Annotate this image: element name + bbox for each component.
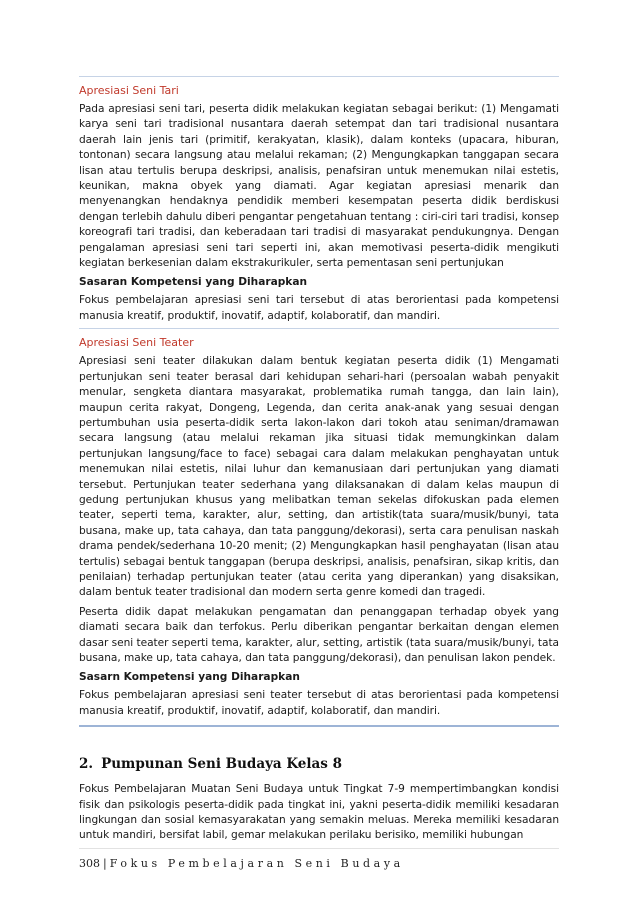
section-teater	[79, 335, 559, 719]
page-footer	[79, 848, 559, 870]
target-heading-teater: Sasarn Kompetensi yang Diharapkan	[79, 671, 300, 684]
page-content	[79, 76, 559, 848]
section-body-tari: Pada apresiasi seni tari, peserta didik melakukan kegiatan sebagai berikut: (1) Mengamati karya seni tari tradisional nusantara daerah setempat dan tari tradisional nusantara daerah lain jenis tari (primitif, kerakyatan, klasik), dalam konteks (upacara, hiburan, tontonan) secara langsung atau melalui rekaman; (2) Mengungkapkan tanggapan secara lisan atau tertulis berupa deskripsi, analisis, penafsiran untuk menemukan nilai estetis, keunikan, makna obyek yang diamati. Agar kegiatan apresiasi menarik dan menyenangkan hendaknya pendidik memberi kesempatan peserta didik berdiskusi dengan terlebih dahulu diberi pengantar pengetahuan tentang : ciri-ciri tari tradisi, konsep koreografi tari tradisi, dan keberadaan tari tradisi di masyarakat pendukungnya. Dengan pengalaman apresiasi seni tari seperti ini, akan memotivasi peserta-didik mengikuti kegiatan berkesenian dalam ekstrakurikuler, serta pementasan seni pertunjukan	[79, 103, 559, 270]
page-number: 308	[79, 857, 100, 870]
target-body-tari: Fokus pembelajaran apresiasi seni tari tersebut di atas berorientasi pada kompetensi manusia kreatif, produktif, inovatif, adaptif, kolaboratif, dan mandiri.	[79, 294, 559, 322]
section-title-tari: Apresiasi Seni Tari	[79, 84, 179, 97]
chapter-number: 2.	[79, 756, 94, 773]
footer-separator: |	[103, 857, 107, 870]
divider-top	[79, 76, 559, 77]
section-body2-teater: Peserta didik dapat melakukan pengamatan dan penanggapan terhadap obyek yang diamati secara baik dan terfokus. Perlu diberikan pengantar berkaitan dengan elemen dasar seni teater seperti tema, karakter, alur, setting, artistik (tata suara/musik/bunyi, tata busana, make up, tata cahaya, dan tata panggung/dekorasi), dan penulisan lakon pendek.	[79, 605, 559, 664]
target-heading-tari: Sasaran Kompetensi yang Diharapkan	[79, 276, 308, 289]
chapter-title: Pumpunan Seni Budaya Kelas 8	[101, 756, 342, 773]
divider-bottom	[79, 725, 559, 727]
section-tari	[79, 83, 559, 324]
footer-title: Fokus Pembelajaran Seni Budaya	[109, 857, 404, 870]
chapter-body: Fokus Pembelajaran Muatan Seni Budaya untuk Tingkat 7-9 mempertimbangkan kondisi fisik dan psikologis peserta-didik pada tingkat ini, yakni peserta-didik memiliki kesadaran lingkungan dan sosial kemasyarakatan yang semakin meluas. Mereka memiliki kesadaran untuk mandiri, bersifat labil, gemar melakukan perilaku berisiko, memiliki hubungan	[79, 783, 559, 842]
target-body-teater: Fokus pembelajaran apresiasi seni teater tersebut di atas berorientasi pada kompetensi manusia kreatif, produktif, inovatif, adaptif, kolaboratif, dan mandiri.	[79, 689, 559, 717]
section-body-teater: Apresiasi seni teater dilakukan dalam bentuk kegiatan peserta didik (1) Mengamati pertunjukan seni teater berasal dari kehidupan sehari-hari (persoalan wabah penyakit menular, sengketa diantara masyarakat, problematika rumah tangga, dan lain lain), maupun cerita rakyat, Dongeng, Legenda, dan cerita anak-anak yang sesuai dengan pertumbuhan usia peserta-didik serta lakon-lakon dari tokoh atau seniman/dramawan secara langsung (atau melalui rekaman jika situasi tidak memungkinkan dalam pertunjukan langsung/face to face) sebagai cara dalam melakukan penghayatan untuk menemukan nilai estetis, nilai luhur dan kemanusiaan dari pertunjukan yang diamati tersebut. Pertunjukan teater sederhana yang dilaksanakan di dalam kelas maupun di gedung pertunjukan khusus yang melibatkan teman sekelas difokuskan pada elemen teater, seperti tema, karakter, alur, setting, dan artistik(tata suara/musik/bunyi, tata busana, make up, tata cahaya, dan tata panggung/dekorasi), serta cara penulisan naskah drama pendek/sederhana 10-20 menit; (2) Mengungkapkan hasil penghayatan (lisan atau tertulis) sebagai bentuk tanggapan (berupa deskripsi, analisis, penafsiran, sikap kritis, dan penilaian) terhadap pertunjukan teater (atau cerita yang diperankan) yang disaksikan, dalam bentuk teater tradisional dan modern serta genre komedi dan tragedi.	[79, 355, 559, 599]
section-title-teater: Apresiasi Seni Teater	[79, 336, 194, 350]
divider-middle	[79, 328, 559, 329]
chapter-heading	[79, 755, 559, 773]
